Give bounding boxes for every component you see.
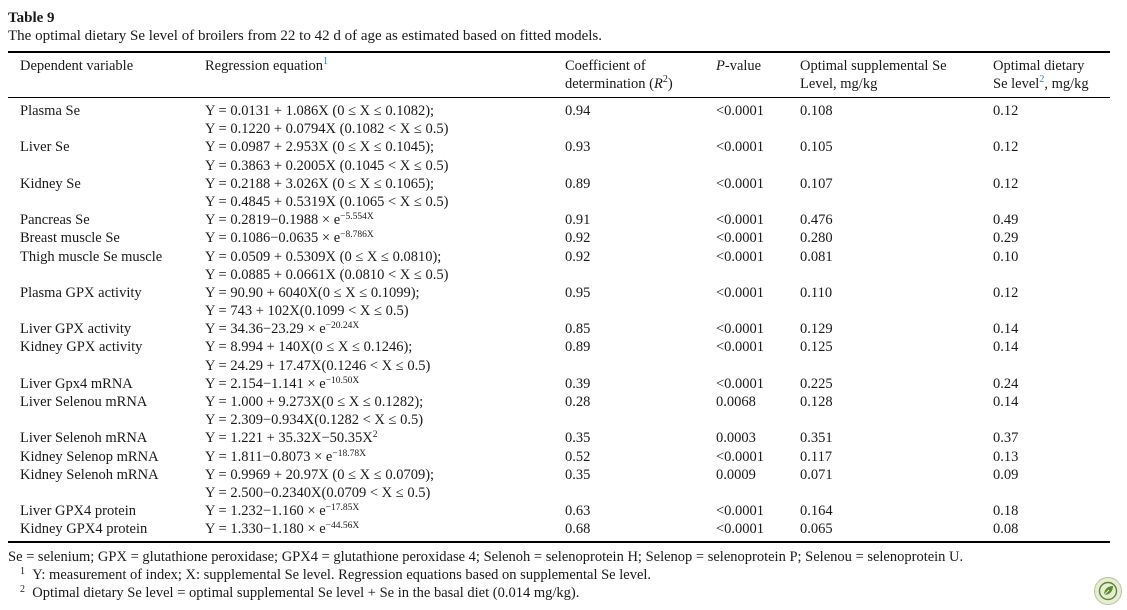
cell-r2: 0.91 (565, 212, 591, 229)
cell-r2: 0.28 (565, 394, 591, 410)
footnote-2: 2 Optimal dietary Se level = optimal supplemental Se level + Se in the basal diet (0.014 mg/kg). (20, 583, 580, 601)
cell-opt: 0.225 (800, 375, 833, 392)
cell-p: <0.0001 (716, 521, 765, 538)
cell-p: <0.0001 (716, 503, 765, 520)
equation-exponent: −5.554X (340, 211, 374, 222)
equation-exponent: −44.56X (325, 521, 360, 532)
cell-var: Liver Gpx4 mRNA (20, 375, 133, 392)
top-rule (8, 51, 1110, 53)
cell-eq: $Y = 34.36-23.29 \times e^{-20.24X}$ (205, 321, 360, 338)
cell-eq: Y = 0.0885 + 0.0661X (0.0810 < X ≤ 0.5) (205, 266, 449, 283)
table-label: Table 9 (8, 10, 55, 26)
cell-opt: 0.351 (800, 430, 833, 447)
cell-r2: 0.94 (565, 103, 591, 119)
cell-opt: 0.125 (800, 339, 833, 356)
bottom-rule (8, 541, 1110, 543)
cell-r2: 0.35 (565, 430, 591, 447)
header-regression-equation: Regression equation$^1$ (205, 56, 328, 74)
table-footnotes (8, 548, 963, 602)
cell-opt: 0.105 (800, 139, 833, 156)
cell-r2: 0.39 (565, 375, 591, 392)
cell-r2: 0.35 (565, 466, 591, 483)
cell-p: <0.0001 (716, 448, 765, 465)
cell-var: Kidney Selenoh mRNA (20, 466, 159, 483)
cell-p: <0.0001 (716, 284, 765, 301)
cell-diet: 0.14 (993, 321, 1019, 338)
table-row (0, 229, 1127, 247)
cell-eq: $Y = 1.221 + 35.32X-50.35X^2$ (205, 430, 378, 447)
cell-eq: Y = 0.0987 + 2.953X (0 ≤ X ≤ 0.1045); (205, 139, 435, 156)
cell-opt: 0.128 (800, 394, 833, 410)
equation-exponent: −18.78X (332, 448, 366, 459)
cell-eq: Y = 90.90 + 6040X(0 ≤ X ≤ 0.1099); (205, 284, 420, 301)
cell-diet: 0.12 (993, 175, 1019, 192)
cell-r2: 0.52 (565, 448, 591, 465)
cell-diet: 0.12 (993, 284, 1019, 301)
table-row (0, 102, 1127, 120)
cell-opt: 0.117 (800, 448, 833, 465)
cell-opt: 0.476 (800, 212, 833, 229)
cell-eq: Y = 0.2188 + 3.026X (0 ≤ X ≤ 0.1065); (205, 175, 435, 192)
cell-diet: 0.14 (993, 339, 1019, 356)
cell-r2: 0.95 (565, 284, 591, 301)
cell-r2: 0.93 (565, 139, 591, 156)
header-optimal-dietary: Optimal dietary Se level$^2$, mg/kg (993, 58, 1089, 92)
cell-eq: $Y = 1.811-0.8073 \times e^{-18.78X}$ (205, 448, 366, 465)
footnote-ref-2[interactable]: 2 (1039, 74, 1045, 86)
header-rule (8, 97, 1110, 98)
table-row (0, 284, 1127, 302)
cell-p: <0.0001 (716, 321, 765, 338)
cell-eq: Y = 1.000 + 9.273X(0 ≤ X ≤ 0.1282); (205, 394, 424, 410)
cell-var: Kidney Se (20, 175, 81, 192)
table-row (0, 393, 1127, 411)
cell-diet: 0.13 (993, 448, 1019, 465)
cell-var: Plasma GPX activity (20, 284, 142, 301)
cell-eq: Y = 0.0131 + 1.086X (0 ≤ X ≤ 0.1082); (205, 103, 435, 119)
equation-exponent: −8.786X (340, 230, 374, 241)
cell-eq: Y = 0.4845 + 0.5319X (0.1065 < X ≤ 0.5) (205, 193, 449, 210)
cell-diet: 0.18 (993, 503, 1019, 520)
cell-opt: 0.129 (800, 321, 833, 338)
equation-exponent: −17.85X (325, 502, 360, 513)
cell-r2: 0.92 (565, 248, 591, 265)
header-coefficient-of-determination: Coefficient of determination $(R^2)$ (565, 58, 673, 92)
header-optimal-supplemental: Optimal supplemental Se Level, mg/kg (800, 58, 947, 92)
cell-p: <0.0001 (716, 375, 765, 392)
cell-r2: 0.89 (565, 175, 591, 192)
cell-r2: 0.85 (565, 321, 591, 338)
table-row (0, 338, 1127, 356)
cell-p: <0.0001 (716, 139, 765, 156)
cell-var: Thigh muscle Se muscle (20, 248, 163, 265)
cell-diet: 0.09 (993, 466, 1019, 483)
cell-opt: 0.108 (800, 103, 833, 119)
cell-eq: $Y = 0.2819-0.1988 \times e^{-5.554X}$ (205, 211, 374, 229)
open-access-leaf-icon[interactable] (1094, 577, 1122, 605)
cell-eq: Y = 24.29 + 17.47X(0.1246 < X ≤ 0.5) (205, 357, 431, 374)
cell-eq: Y = 743 + 102X(0.1099 < X ≤ 0.5) (205, 303, 409, 320)
table-row (0, 375, 1127, 393)
cell-eq: Y = 2.309−0.934X(0.1282 < X ≤ 0.5) (205, 412, 424, 429)
equation-exponent: 2 (372, 430, 378, 441)
cell-p: 0.0009 (716, 466, 756, 483)
cell-r2: 0.89 (565, 339, 591, 356)
footnote-abbreviations: Se = selenium; GPX = glutathione peroxidase; GPX4 = glutathione peroxidase 4; Selenoh = selenoprotein H; Selenop = selenoprotein P; Selenou = selenoprotein U. (8, 549, 964, 565)
table-row (0, 320, 1127, 338)
table-row (0, 175, 1127, 193)
cell-eq: $Y = 2.154-1.141 \times e^{-10.50X}$ (205, 375, 360, 392)
cell-opt: 0.107 (800, 175, 833, 192)
table-row (0, 248, 1127, 266)
cell-diet: 0.12 (993, 139, 1019, 156)
cell-diet: 0.37 (993, 430, 1019, 447)
cell-p: <0.0001 (716, 339, 765, 356)
equation-exponent: −20.24X (325, 321, 360, 332)
table-row (0, 120, 1127, 138)
cell-r2: 0.68 (565, 521, 591, 538)
table-row (0, 357, 1127, 375)
cell-p: <0.0001 (716, 230, 765, 247)
cell-diet: 0.08 (993, 521, 1019, 538)
table-row (0, 211, 1127, 229)
cell-var: Liver Selenou mRNA (20, 394, 148, 410)
table-body (0, 102, 1127, 539)
cell-r2: 0.92 (565, 230, 591, 247)
table-row (0, 411, 1127, 429)
cell-var: Kidney Selenop mRNA (20, 448, 159, 465)
cell-eq: $Y = 1.232-1.160 \times e^{-17.85X}$ (205, 502, 360, 520)
cell-var: Kidney GPX4 protein (20, 521, 148, 538)
cell-opt: 0.071 (800, 466, 833, 483)
cell-eq: Y = 0.9969 + 20.97X (0 ≤ X ≤ 0.0709); (205, 466, 435, 483)
cell-diet: 0.29 (993, 230, 1019, 247)
cell-eq: Y = 2.500−0.2340X(0.0709 < X ≤ 0.5) (205, 484, 431, 501)
cell-eq: Y = 8.994 + 140X(0 ≤ X ≤ 0.1246); (205, 339, 413, 356)
cell-diet: 0.14 (993, 394, 1019, 410)
cell-r2: 0.63 (565, 503, 591, 520)
table-row (0, 157, 1127, 175)
cell-var: Breast muscle Se (20, 230, 120, 247)
cell-p: 0.0003 (716, 430, 756, 447)
cell-eq: $Y = 1.330-1.180 \times e^{-44.56X}$ (205, 521, 360, 538)
cell-opt: 0.081 (800, 248, 833, 265)
table-row (0, 484, 1127, 502)
cell-diet: 0.24 (993, 375, 1019, 392)
cell-p: <0.0001 (716, 175, 765, 192)
cell-var: Liver Se (20, 139, 70, 156)
cell-opt: 0.164 (800, 503, 833, 520)
table-row (0, 429, 1127, 447)
cell-opt: 0.065 (800, 521, 833, 538)
cell-diet: 0.49 (993, 212, 1019, 229)
cell-var: Kidney GPX activity (20, 339, 143, 356)
table-row (0, 448, 1127, 466)
equation-exponent: −10.50X (325, 375, 360, 386)
cell-eq: Y = 0.0509 + 0.5309X (0 ≤ X ≤ 0.0810); (205, 248, 442, 265)
cell-var: Plasma Se (20, 103, 81, 119)
table-caption: The optimal dietary Se level of broilers from 22 to 42 d of age as estimated based on fitted models. (8, 28, 603, 44)
cell-var: Pancreas Se (20, 212, 90, 229)
table-row (0, 520, 1127, 538)
footnote-ref-1[interactable]: 1 (323, 56, 328, 68)
table-row (0, 193, 1127, 211)
cell-diet: 0.10 (993, 248, 1019, 265)
cell-opt: 0.280 (800, 230, 833, 247)
cell-var: Liver GPX activity (20, 321, 132, 338)
cell-p: <0.0001 (716, 212, 765, 229)
table-row (0, 466, 1127, 484)
cell-eq: Y = 0.3863 + 0.2005X (0.1045 < X ≤ 0.5) (205, 157, 449, 174)
header-p-value: P-value (716, 58, 762, 74)
table-row (0, 302, 1127, 320)
cell-eq: $Y = 0.1086-0.0635 \times e^{-8.786X}$ (205, 230, 374, 247)
cell-p: <0.0001 (716, 248, 765, 265)
cell-p: <0.0001 (716, 103, 765, 119)
cell-var: Liver Selenoh mRNA (20, 430, 148, 447)
footnote-1: 1 Y: measurement of index; X: supplemental Se level. Regression equations based on supplemental Se level. (20, 565, 652, 583)
cell-diet: 0.12 (993, 103, 1019, 119)
cell-var: Liver GPX4 protein (20, 503, 136, 520)
cell-eq: Y = 0.1220 + 0.0794X (0.1082 < X ≤ 0.5) (205, 121, 449, 138)
table-row (0, 138, 1127, 156)
cell-opt: 0.110 (800, 284, 833, 301)
table-row (0, 266, 1127, 284)
cell-p: 0.0068 (716, 394, 756, 410)
header-dependent-variable: Dependent variable (20, 58, 134, 74)
table-row (0, 502, 1127, 520)
